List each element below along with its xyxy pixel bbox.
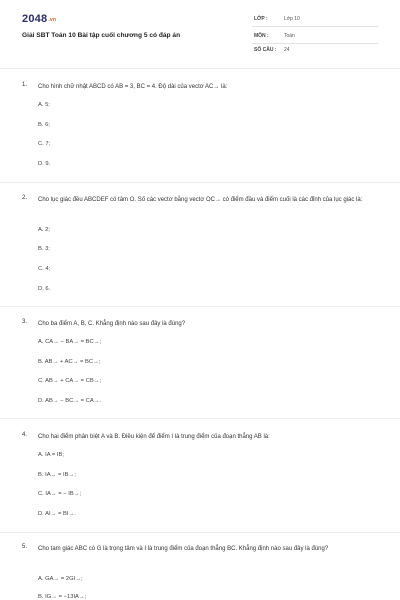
meta-class-value: Lớp 10 [284, 16, 300, 22]
question-number: 1. [22, 82, 28, 88]
header-divider [0, 68, 400, 69]
option-b[interactable]: B. AB→ + AC→ = BC→; [38, 359, 101, 365]
option-b[interactable]: B. IG→ = −13IA→; [38, 594, 87, 600]
question-divider [0, 418, 400, 419]
option-d[interactable]: D. 6. [38, 286, 51, 292]
document-header [0, 0, 400, 62]
logo-sub-text: .vn [48, 17, 57, 23]
meta-count-row [252, 43, 378, 57]
meta-subject-row [252, 29, 378, 44]
meta-class-row [252, 12, 378, 27]
option-d[interactable]: D. AI→ = BI→. [38, 511, 76, 517]
question-number: 5. [22, 544, 28, 550]
question-divider [0, 306, 400, 307]
question-text: Cho tam giác ABC có G là trọng tâm và I là trung điểm của đoạn thẳng BC. Khẳng định nào sau đây là đúng? [38, 546, 329, 552]
option-d[interactable]: D. 9. [38, 161, 51, 167]
meta-count-value: 24 [284, 47, 290, 53]
option-c[interactable]: C. AB→ + CA→ = CB→; [38, 378, 102, 384]
option-a[interactable]: A. 2; [38, 227, 50, 233]
document-title: Giải SBT Toán 10 Bài tập cuối chương 5 có đáp án [22, 32, 181, 39]
option-b[interactable]: B. 3; [38, 246, 50, 252]
question-divider [0, 532, 400, 533]
question-divider [0, 182, 400, 183]
option-c[interactable]: C. IA→ = − IB→; [38, 491, 82, 497]
question-text: Cho hai điểm phân biệt A và B. Điều kiện để điểm I là trung điểm của đoạn thẳng AB là: [38, 434, 270, 440]
question-text: Cho lục giác đều ABCDEF có tâm O. Số các vectơ bằng vectơ OC→ có điểm đầu và điểm cuối là các đỉnh của lục giác là: [38, 197, 363, 203]
option-c[interactable]: C. 7; [38, 141, 51, 147]
question-number: 2. [22, 195, 28, 201]
question-text: Cho hình chữ nhật ABCD có AB = 3, BC = 4. Độ dài của vectơ AC→ là: [38, 84, 228, 90]
meta-class-label: LỚP : [254, 16, 268, 22]
option-a[interactable]: A. 5; [38, 102, 50, 108]
option-b[interactable]: B. 6; [38, 122, 50, 128]
logo-main-text: 2048 [22, 13, 48, 25]
site-logo[interactable] [22, 13, 56, 25]
question-number: 4. [22, 432, 28, 438]
meta-count-label: SỐ CÂU : [254, 47, 277, 53]
meta-subject-value: Toán [284, 33, 295, 39]
option-b[interactable]: B. IA→ = IB→; [38, 472, 76, 478]
option-d[interactable]: D. AB→ − BC→ = CA→. [38, 398, 102, 404]
option-c[interactable]: C. 4; [38, 266, 51, 272]
meta-subject-label: MÔN : [254, 33, 269, 39]
option-a[interactable]: A. CA→ − BA→ = BC→; [38, 339, 102, 345]
question-number: 3. [22, 319, 28, 325]
option-a[interactable]: A. IA = IB; [38, 452, 64, 458]
question-text: Cho ba điểm A, B, C. Khẳng định nào sau đây là đúng? [38, 321, 186, 327]
option-a[interactable]: A. GA→ = 2GI→; [38, 576, 83, 582]
